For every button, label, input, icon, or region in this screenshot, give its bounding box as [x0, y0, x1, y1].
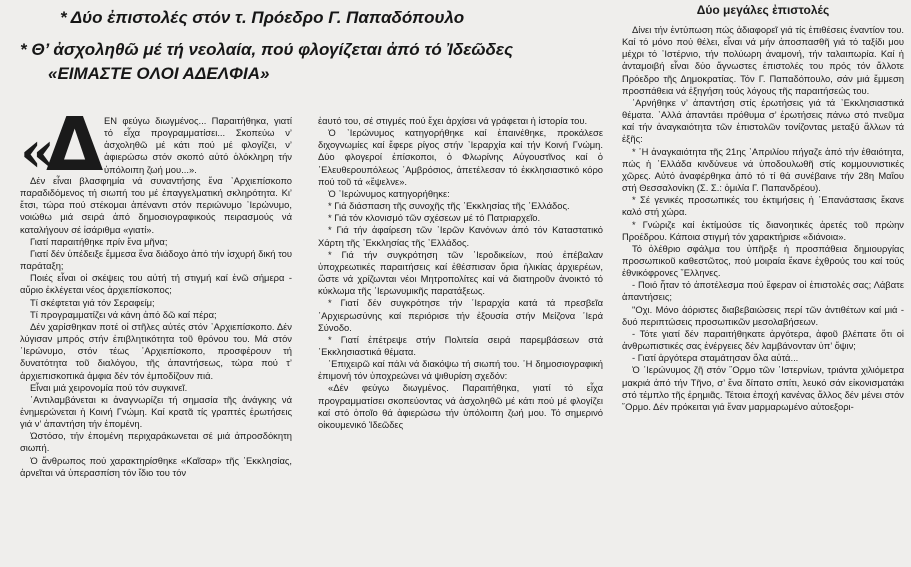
paragraph: * Γιατί ἐπέτρεψε στήν Πολιτεία σειρά παρεμβάσεων στά ᾿Εκκλησιαστικά θέματα.	[318, 333, 603, 357]
column-1	[20, 175, 292, 479]
paragraph: Εἶναι μιά χειρονομία πού τόν συγκινεῖ.	[30, 381, 188, 393]
paragraph: * Γιά διάσπαση τῆς συνοχῆς τῆς ᾿Εκκλησίας τῆς ᾿Ελλάδος.	[328, 200, 570, 212]
column-3	[622, 24, 904, 413]
paragraph: "Οχι. Μόνο ἀόριστες διαβεβαιώσεις περί τῶν ἀντιθέτων καί μιά - δυό περιπτώσεις προσωπικῶν μεσολαβήσεων.	[622, 303, 904, 327]
column-1-lead	[104, 115, 292, 176]
headline-main-title: «ΕΙΜΑΣΤΕ ΟΛΟΙ ΑΔΕΛΦΙΑ»	[48, 64, 270, 83]
headline-subtitle-2: * Θ’ ἀσχοληθῶ μέ τή νεολαία, πού φλογίζεται ἀπό τό Ἰδεῶδες	[20, 40, 514, 59]
paragraph: ᾿Επιχειρῶ καί πάλι νά διακόψω τή σιωπή του. ῾Η δημοσιογραφική ἐπιμονή τόν ὑποχρεώνει νά ψιθυρίση σχεδόν:	[318, 358, 603, 382]
paragraph: * Γιατί δέν συγκρότησε τήν ῾Ιεραρχία κατά τά πρεσβεῖα ᾿Αρχιερωσύνης καί περιόρισε τήν ἐξουσία στήν Μείζονα ῾Ιερά Σύνοδο.	[318, 297, 603, 333]
paragraph: Ὁ ἄνθρωπος πού χαρακτηρίσθηκε «Καῖσαρ» τῆς ᾿Εκκλησίας, ἀρνεῖται νά ὑπερασπίση τόν ἴδιο του τόν	[20, 454, 292, 478]
paragraph: «Δέν φεύγω διωγμένος. Παραιτήθηκα, γιατί τό εἶχα προγραμματίσει σκοπεύοντας νά ἀσχοληθῶ μέ κάτι πού μέ φλογίζει καί στό ὁποῖο θά ἀφιερώσω τήν ὑπόλοιπη ζωή μου. Τό σημερινό οἰκουμενικό Ἰδεῶδες	[318, 382, 603, 430]
paragraph: ᾿Αντιλαμβάνεται κι ἀναγνωρίζει τή σημασία τῆς ἀνάγκης νά ἐνημερώνεται ἡ Κοινή Γνώμη. Καί κρατᾶ τίς γραπτές ἐρωτήσεις γιά ν’ ἀπαντήση τήν ἑπομένη.	[20, 393, 292, 430]
paragraph: Ποιές εἶναι οἱ σκέψεις του αὐτή τή στιγμή καί ἐνῶ σήμερα - αὔριο ἐκλέγεται νέος ἀρχιεπίσκοπος;	[20, 272, 292, 296]
paragraph: - Ποιό ἦταν τό ἀποτέλεσμα πού ἔφεραν οἱ ἐπιστολές σας; Λάβατε ἀπαντήσεις;	[622, 279, 904, 303]
paragraph: Τί προγραμματίζει νά κάνη ἀπό δῶ καί πέρα;	[30, 308, 217, 320]
paragraph: * ῾Η ἀναγκαιότητα τῆς 21ης ᾿Απριλίου πήγαζε ἀπό τήν ἐθαιότητα, πώς ἡ ᾿Ελλάδα κινδύνευε νά ὑποδουλωθῆ στίς κομμουνιστικές χῶρες. Αὐτό ἀναφέρθηκα ἀπό τό τί θά συνέβαινε τήν 28η Μαΐου στή Θεσσαλονίκη (Σ. Σ.: ὁμιλία Γ. Παπανδρέου).	[622, 145, 904, 194]
paragraph: Ὁ ᾿Ιερώνυμος κατηγορήθηκε καί ἐπαινέθηκε, προκάλεσε διχογνωμίες καί ἔφερε ρίγος στήν ᾿Ιεραρχία καί τήν Κοινή Γνώμη. Δύο φλογεροί ἐπίσκοποι, ὁ Φλωρίνης Αὐγουστῖνος καί ὁ ᾿Ελευθερουπόλεως ᾿Αμβρόσιος, ἀπετέλεσαν τό ἐκκλησιαστικό κόρο πού τοῦ τά «ἔψελνε».	[318, 127, 603, 187]
drop-capital-letter: Δ	[46, 102, 104, 188]
paragraph: ᾿Αρνήθηκε ν’ ἀπαντήση στίς ἐρωτήσεις γιά τά ᾿Εκκλησιαστικά θέματα. ᾿Αλλά ἀπαντάει πρόθυμα σ’ ἐρωτήσεις πάνω στό πνεῦμα καί τήν ἀναγκαιότητα τῶν ἐπιστολῶν τονίζοντας μεταξύ ἄλλων τά ἑξῆς:	[622, 96, 904, 145]
opening-quote-mark: «	[20, 119, 55, 185]
headline-subtitle-1: * Δύο ἐπιστολές στόν τ. Πρόεδρο Γ. Παπαδόπουλο	[60, 8, 465, 27]
paragraph: Γιατί παραιτήθηκε πρίν ἕνα μῆνα;	[30, 235, 168, 247]
paragraph: Ὁ ᾿Ιερώνυμος ζῆ στόν ῞Ορμο τῶν ᾿Ιστερνίων, τριάντα χιλιόμετρα μακριά ἀπό τήν Τῆνο, σ’ ἕνα δίπατο σπίτι, λευκό σάν εἰκονισματάκι στό τέμπλο τῆς ἐρημιᾶς. Τέτοια ἐποχή κανένας ἄλλος δέν μένει στόν ῞Ορμο. Δέν πρόκειται γιά ἕναν μαρμαρωμένο αὐτοεξορι-	[622, 364, 904, 412]
paragraph: - Γιατί ἀργότερα σταμάτησαν ὅλα αὐτά...	[632, 352, 799, 364]
paragraph: Δίνει τήν ἐντύπωση πώς ἀδιαφορεῖ γιά τίς ἐπιθέσεις ἐναντίον του. Καί τό μόνο πού θέλει, εἶναι νά μήν ἀποσπασθῆ γιά τό ταξίδι μου μέχρι τό ᾿Ιστέρνιο, τήν πολύωρη ἀναμονή, τήν ταλαιπωρία. Καί ἡ ἀνταμοιβή εἶναι δύο ἄγνωστες ἐπιστολές του πρός τόν ἄλλοτε Πρόεδρο τῆς Δημοκρατίας. Τόν Γ. Παπαδόπουλο, σάν μιά ἔμμεση προσπάθεια νά ἐξηγήση τούς λόγους τῆς παραιτήσεώς του.	[622, 24, 904, 96]
paragraph: Τό ὀλέθριο σφάλμα του ὑπῆρξε ἡ προσπάθεια δημιουργίας προσωπικοῦ καθεστῶτος, πού μοιραία ἔκανε ἐχθρούς του καί τούς ἐθνικόφρονες ῞Ελληνες.	[622, 242, 904, 279]
paragraph: * Γνώριζε καί ἐκτίμούσε τίς διανοητικές ἀρετές τοῦ πρώην Προέδρου. Κάποια στιγμή τόν χαρακτήρισε «διάνοια».	[622, 218, 904, 242]
paragraph: * Γιά τήν συγκρότηση τῶν ῾Ιεροδικείων, πού ἐπέβαλαν ὑποχρεωτικές παραιτήσεις καί ἐθέσπισαν ὅρια ἡλικίας ἀρχιερέων, ὥστε νά χρίζωνται νέοι Μητροπολίτες καί νά διατηροῦν ἀνοικτό τό κύκλωμα τῆς ᾿Ιερωνυμικῆς παρατάξεως.	[318, 248, 603, 297]
column-2	[318, 115, 603, 431]
paragraph: * Γιά τήν ἀφαίρεση τῶν ῾Ιερῶν Κανόνων ἀπό τόν Καταστατικό Χάρτη τῆς ᾿Εκκλησίας τῆς ᾿Ελλάδος.	[318, 224, 603, 248]
paragraph: Ὁ ᾿Ιερώνυμος κατηγορήθηκε:	[328, 187, 450, 199]
paragraph: Ὠστόσο, τήν ἑπομένη περιχαράκωνεται σέ μιά ἀπροσδόκητη σιωπή.	[20, 430, 292, 454]
paragraph: * Γιά τόν κλονισμό τῶν σχέσεων μέ τό Πατριαρχεῖο.	[328, 212, 541, 224]
lead-paragraph: ΕΝ φεύγω διωγμένος... Παραιτήθηκα, γιατί τό εἶχα προγραμματίσει... Σκοπεύω ν’ ἀσχοληθῶ μέ κάτι πού μέ φλογίζει, ν’ ἀφιερώσω στόν σκοπό αὐτό ὁλόκληρη τήν ὑπόλοιπη ζωή μου...».	[104, 115, 292, 175]
column-3-heading: Δύο μεγάλες ἐπιστολές	[696, 3, 830, 17]
paragraph: ἑαυτό του, σέ στιγμές πού ἔχει ἀρχίσει νά γράφεται ἡ ἱστορία του.	[318, 115, 588, 126]
paragraph: Δέν χαρίσθηκαν ποτέ οἱ στῆλες αὐτές στόν ᾿Αρχιεπίσκοπο. Δέν λύγισαν μπρός στήν ἐπιβλητικότητα τοῦ θρόνου του. Μά στόν ᾿Ιερώνυμο, στόν τέως ᾿Αρχιεπίσκοπο, προσφέρουν τή δυνατότητα τοῦ διαλόγου, τῆς ἀπαντήσεως, τώρα πού τ’ ἀρχιεπισκοπικά ἀμφια δέν τόν ἐμποδίζουν πιά.	[20, 320, 292, 381]
paragraph: Δέν εἶναι βλασφημία νά συναντήσης ἕνα ᾿Αρχιεπίσκοπο παραδιδόμενος τή σιωπή του μέ ἐπαγγελματική σκληρότητα. Κι’ ἔτσι, τώρα πού στέκομαι ἀπέναντι στόν περιώνυμο ᾿Ιερώνυμο, νοιώθω μιά σειρά ἀπό δημοσιογραφικούς πειρασμούς νά καταλήγουν σέ ἰσάριθμα «γιατί».	[20, 175, 292, 235]
paragraph: - Τότε γιατί δέν παραιτήθηκατε ἀργότερα, ἀφοῦ βλέπατε ὅτι οἱ ἀνθρωπιστικές σας ἐνέργειες δέν λαμβάνονταν ὑπ’ ὄψιν;	[622, 327, 904, 352]
paragraph: Τί σκέφτεται γιά τόν Σεραφείμ;	[30, 296, 155, 308]
paragraph: * Σέ γενικές προσωπικές του ἐκτιμήσεις ἡ ᾿Επανάστασις ἔκανε καλό στή χώρα.	[622, 194, 904, 218]
paragraph: Γιατί δέν ὑπέδειξε ἔμμεσα ἕνα διάδοχο ἀπό τήν ἰσχυρή δική του παράταξη;	[20, 247, 292, 272]
